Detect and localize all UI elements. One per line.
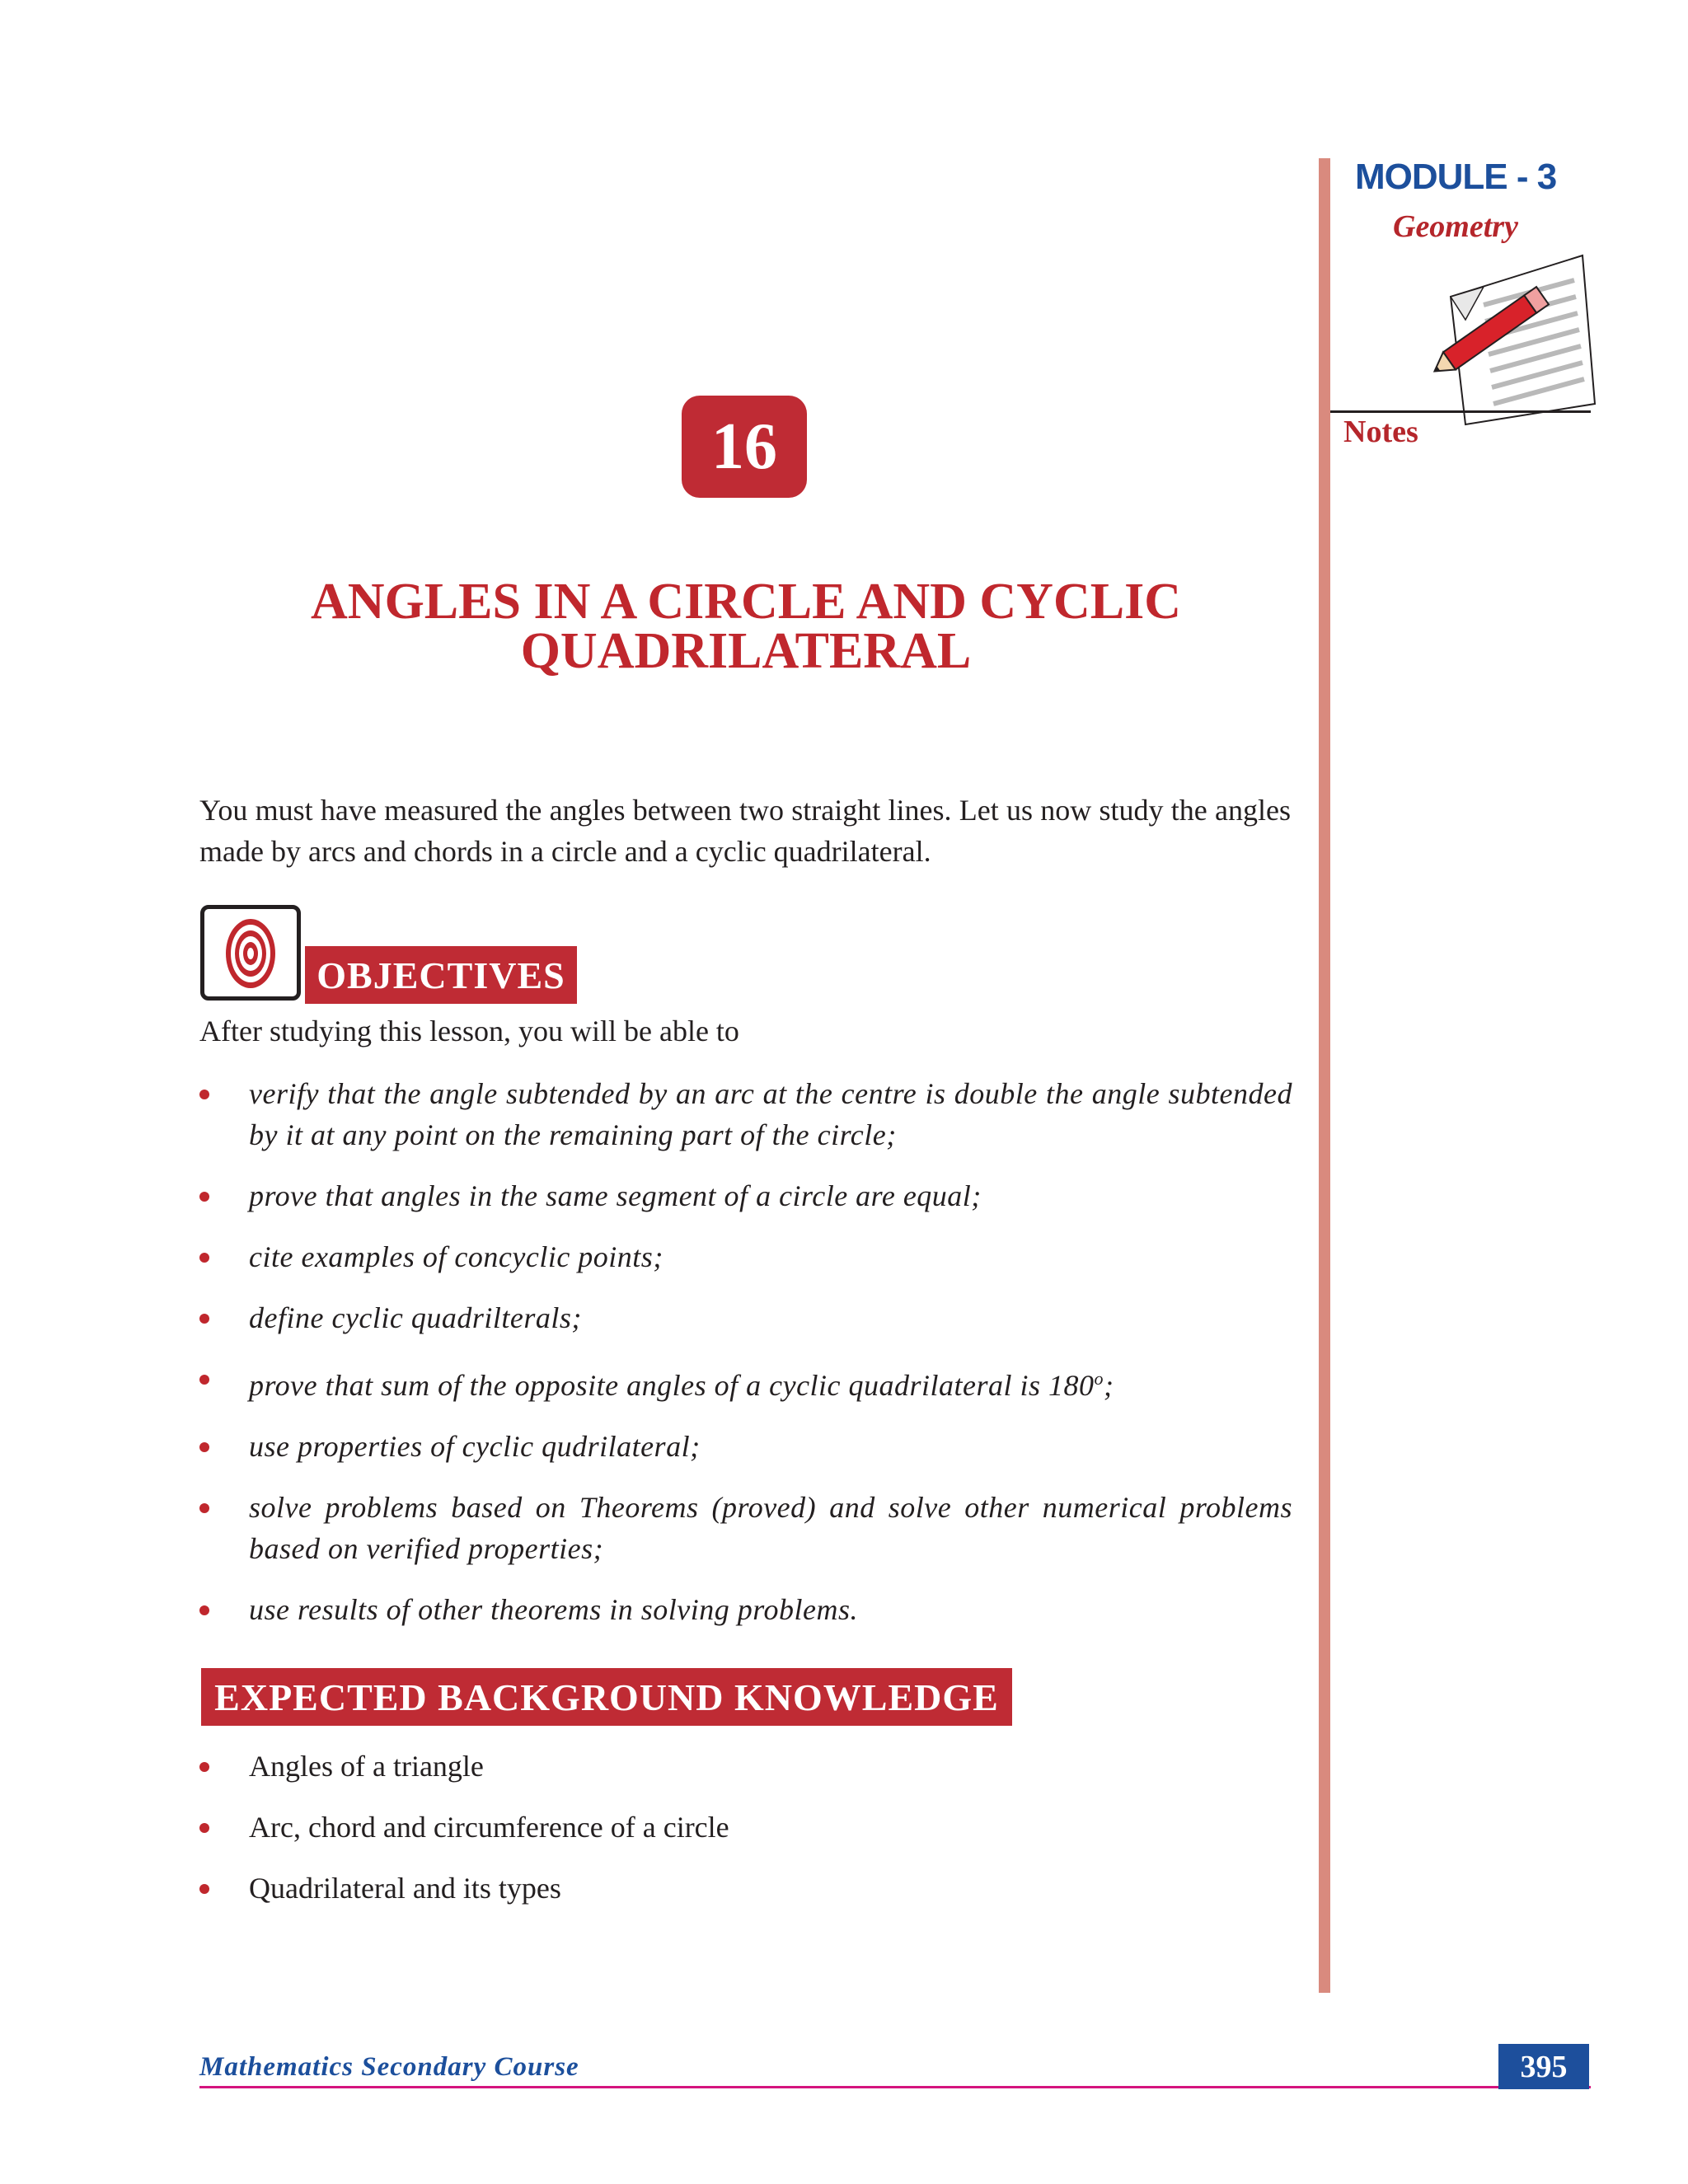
chapter-title (198, 574, 1294, 679)
bullet-icon (199, 1375, 209, 1385)
background-heading: EXPECTED BACKGROUND KNOWLEDGE (201, 1668, 1012, 1726)
module-number: 3 (1536, 157, 1557, 197)
background-item: Angles of a triangle (199, 1746, 1189, 1787)
bullet-icon (199, 1605, 209, 1615)
module-subject: Geometry (1393, 209, 1518, 244)
module-dash: - (1507, 157, 1537, 197)
objective-item: prove that angles in the same segment of a circle are equal; (199, 1175, 1292, 1216)
objective-item: solve problems based on Theorems (proved) and solve other numerical problems based on verified properties; (199, 1487, 1292, 1569)
bullet-icon (199, 1314, 209, 1324)
objectives-heading: OBJECTIVES (305, 946, 577, 1004)
page-number: 395 (1498, 2044, 1589, 2089)
objective-item: define cyclic quadrilterals; (199, 1297, 1292, 1338)
background-item: Quadrilateral and its types (199, 1868, 1189, 1909)
bullet-icon (199, 1192, 209, 1202)
bullet-icon (199, 1253, 209, 1263)
objective-item: use results of other theorems in solving problems. (199, 1589, 1292, 1630)
target-icon (213, 914, 288, 993)
background-item: Arc, chord and circumference of a circle (199, 1807, 1189, 1848)
bullet-icon (199, 1762, 209, 1772)
margin-rule (1319, 158, 1330, 1993)
chapter-title-line2: QUADRILATERAL (520, 623, 972, 679)
module-title (1355, 157, 1556, 198)
bullet-icon (199, 1442, 209, 1452)
chapter-number-badge: 16 (682, 396, 807, 498)
bullet-icon (199, 1884, 209, 1894)
objective-item: cite examples of concyclic points; (199, 1236, 1292, 1277)
background-list (199, 1746, 1189, 1909)
objective-item: verify that the angle subtended by an arc at the centre is double the angle subtended by it at any point on the remaining part of the circle; (199, 1073, 1292, 1155)
objectives-icon-box (200, 905, 301, 1001)
bullet-icon (199, 1503, 209, 1513)
notes-rule (1330, 410, 1591, 413)
bullet-icon (199, 1823, 209, 1833)
objectives-lead: After studying this lesson, you will be able to (199, 1015, 739, 1047)
objective-item: prove that sum of the opposite angles of a cyclic quadrilateral is 180$^o$; (199, 1358, 1292, 1406)
objective-item: use properties of cyclic qudrilateral; (199, 1426, 1292, 1467)
degree-sup: o (1094, 1368, 1104, 1389)
footer-course-title: Mathematics Secondary Course (199, 2052, 579, 2082)
bullet-icon (199, 1090, 209, 1099)
module-label: MODULE (1355, 157, 1507, 197)
intro-paragraph: You must have measured the angles between two straight lines. Let us now study the angles made by arcs and chords in a circle and a cyclic quadrilateral. (199, 794, 1291, 868)
footer-rule (199, 2086, 1591, 2088)
notes-label: Notes (1343, 415, 1418, 449)
chapter-title-line1: ANGLES IN A CIRCLE AND CYCLIC (311, 574, 1181, 630)
objectives-list (199, 1073, 1292, 1630)
notepad-pencil-icon (1418, 247, 1615, 437)
